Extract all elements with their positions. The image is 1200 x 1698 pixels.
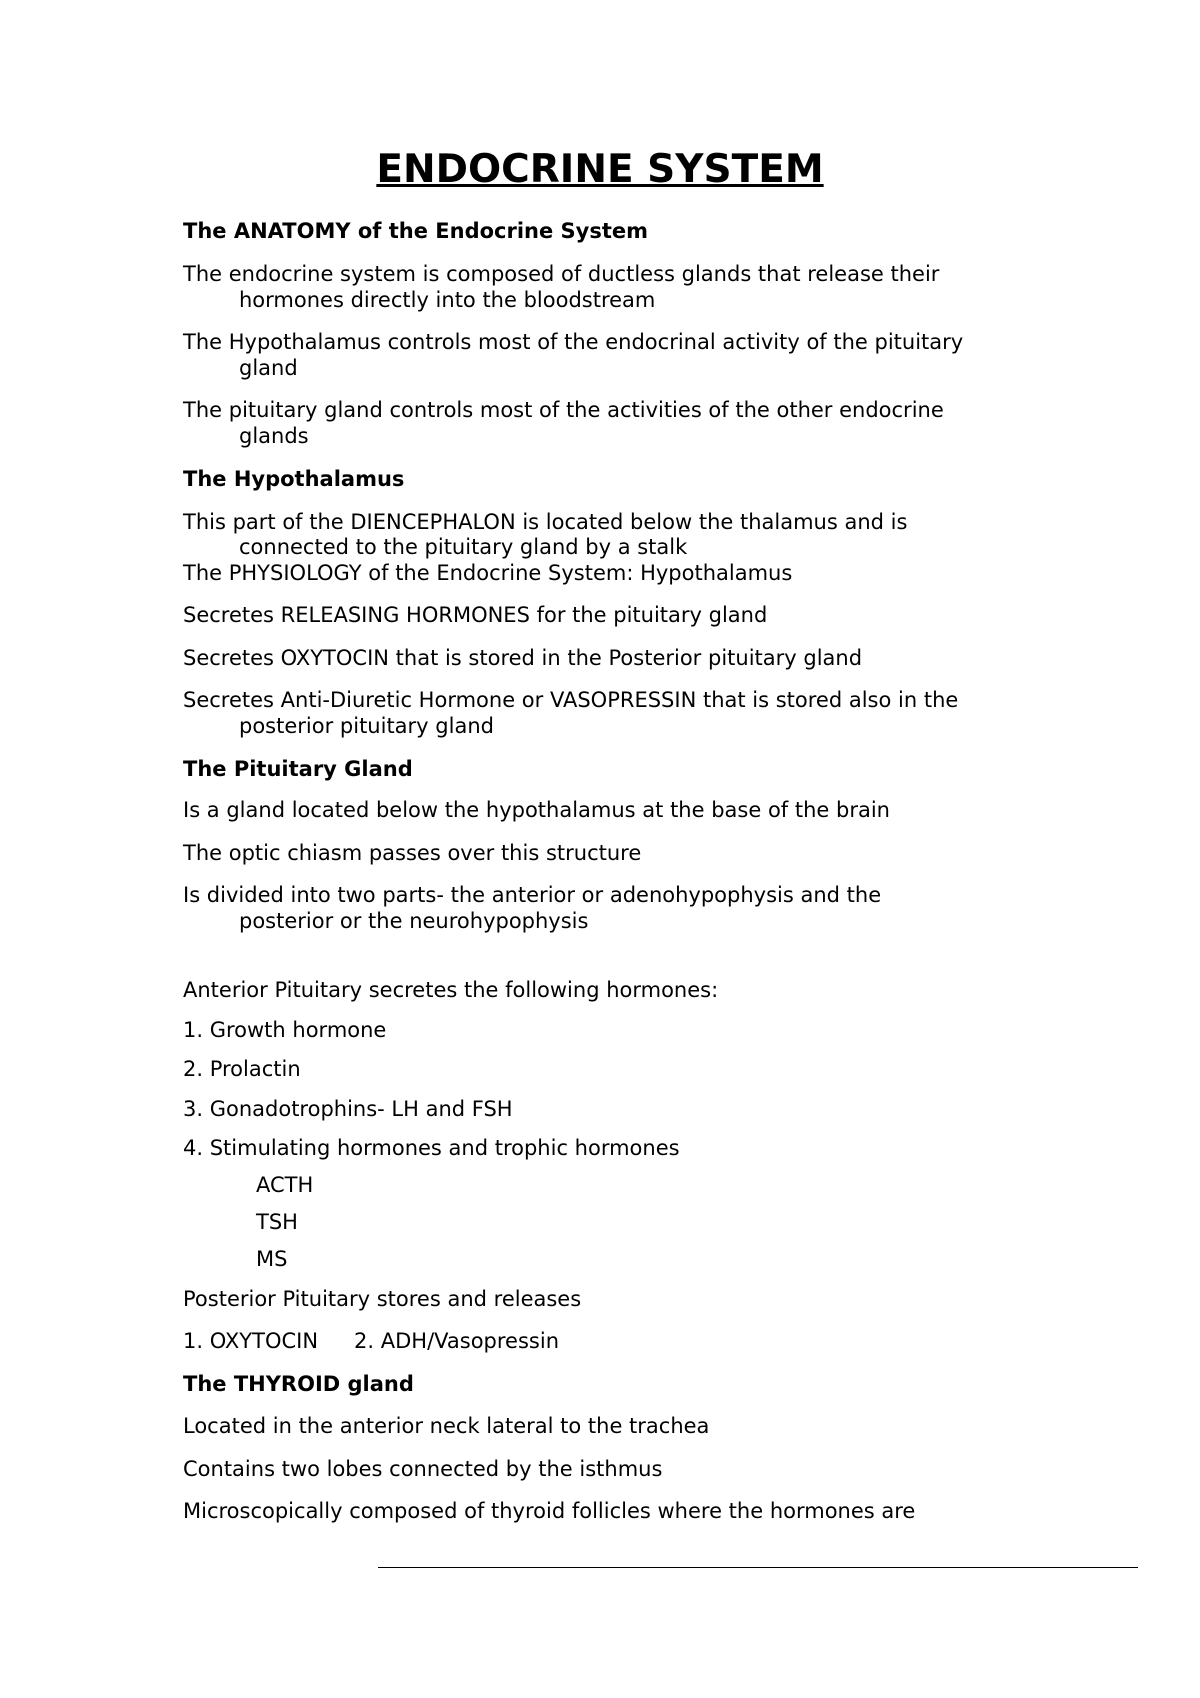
paragraph-line: Secretes OXYTOCIN that is stored in the Posterior pituitary gland <box>183 646 863 670</box>
paragraph-line: The pituitary gland controls most of the activities of the other endocrine <box>183 398 944 422</box>
document-title: ENDOCRINE SYSTEM <box>376 147 824 192</box>
posterior-items-line <box>183 1328 559 1354</box>
paragraph-line: The Hypothalamus controls most of the endocrinal activity of the pituitary <box>183 330 964 354</box>
section-heading-thyroid: The THYROID gland <box>183 1372 414 1396</box>
list-item: 3. Gonadotrophins- LH and FSH <box>183 1097 513 1121</box>
paragraph-line: Secretes Anti-Diuretic Hormone or VASOPRESSIN that is stored also in the <box>183 688 959 712</box>
sub-list-item: TSH <box>256 1210 298 1234</box>
paragraph-line: glands <box>239 424 309 448</box>
paragraph-line: Is a gland located below the hypothalamus at the base of the brain <box>183 798 890 822</box>
paragraph-line: connected to the pituitary gland by a stalk <box>239 535 688 559</box>
section-heading-hypothalamus: The Hypothalamus <box>183 467 405 491</box>
paragraph-line: The PHYSIOLOGY of the Endocrine System: Hypothalamus <box>183 561 793 585</box>
list-item: 1. OXYTOCIN <box>183 1329 319 1353</box>
paragraph-line: Anterior Pituitary secretes the following hormones: <box>183 978 719 1002</box>
footer-divider <box>378 1567 1138 1568</box>
section-heading-anatomy: The ANATOMY of the Endocrine System <box>183 219 649 243</box>
paragraph-line: Located in the anterior neck lateral to the trachea <box>183 1414 710 1438</box>
paragraph-line: posterior or the neurohypophysis <box>239 909 589 933</box>
paragraph-line: Is divided into two parts- the anterior or adenohypophysis and the <box>183 883 882 907</box>
list-item: 1. Growth hormone <box>183 1018 387 1042</box>
sub-list-item: MS <box>256 1247 288 1271</box>
paragraph-line: This part of the DIENCEPHALON is located below the thalamus and is <box>183 510 908 534</box>
paragraph-line: Secretes RELEASING HORMONES for the pituitary gland <box>183 603 768 627</box>
section-heading-pituitary: The Pituitary Gland <box>183 757 413 781</box>
paragraph-line: hormones directly into the bloodstream <box>239 288 656 312</box>
paragraph-line: Contains two lobes connected by the isthmus <box>183 1457 663 1481</box>
paragraph-line: gland <box>239 356 298 380</box>
paragraph-line: posterior pituitary gland <box>239 714 494 738</box>
paragraph-line: Microscopically composed of thyroid follicles where the hormones are <box>183 1499 916 1523</box>
paragraph-line: The optic chiasm passes over this structure <box>183 841 642 865</box>
paragraph-line: Posterior Pituitary stores and releases <box>183 1287 582 1311</box>
paragraph-line: The endocrine system is composed of ductless glands that release their <box>183 262 940 286</box>
sub-list-item: ACTH <box>256 1173 314 1197</box>
list-item: 2. ADH/Vasopressin <box>354 1329 560 1353</box>
list-item: 2. Prolactin <box>183 1057 301 1081</box>
list-item: 4. Stimulating hormones and trophic hormones <box>183 1136 680 1160</box>
